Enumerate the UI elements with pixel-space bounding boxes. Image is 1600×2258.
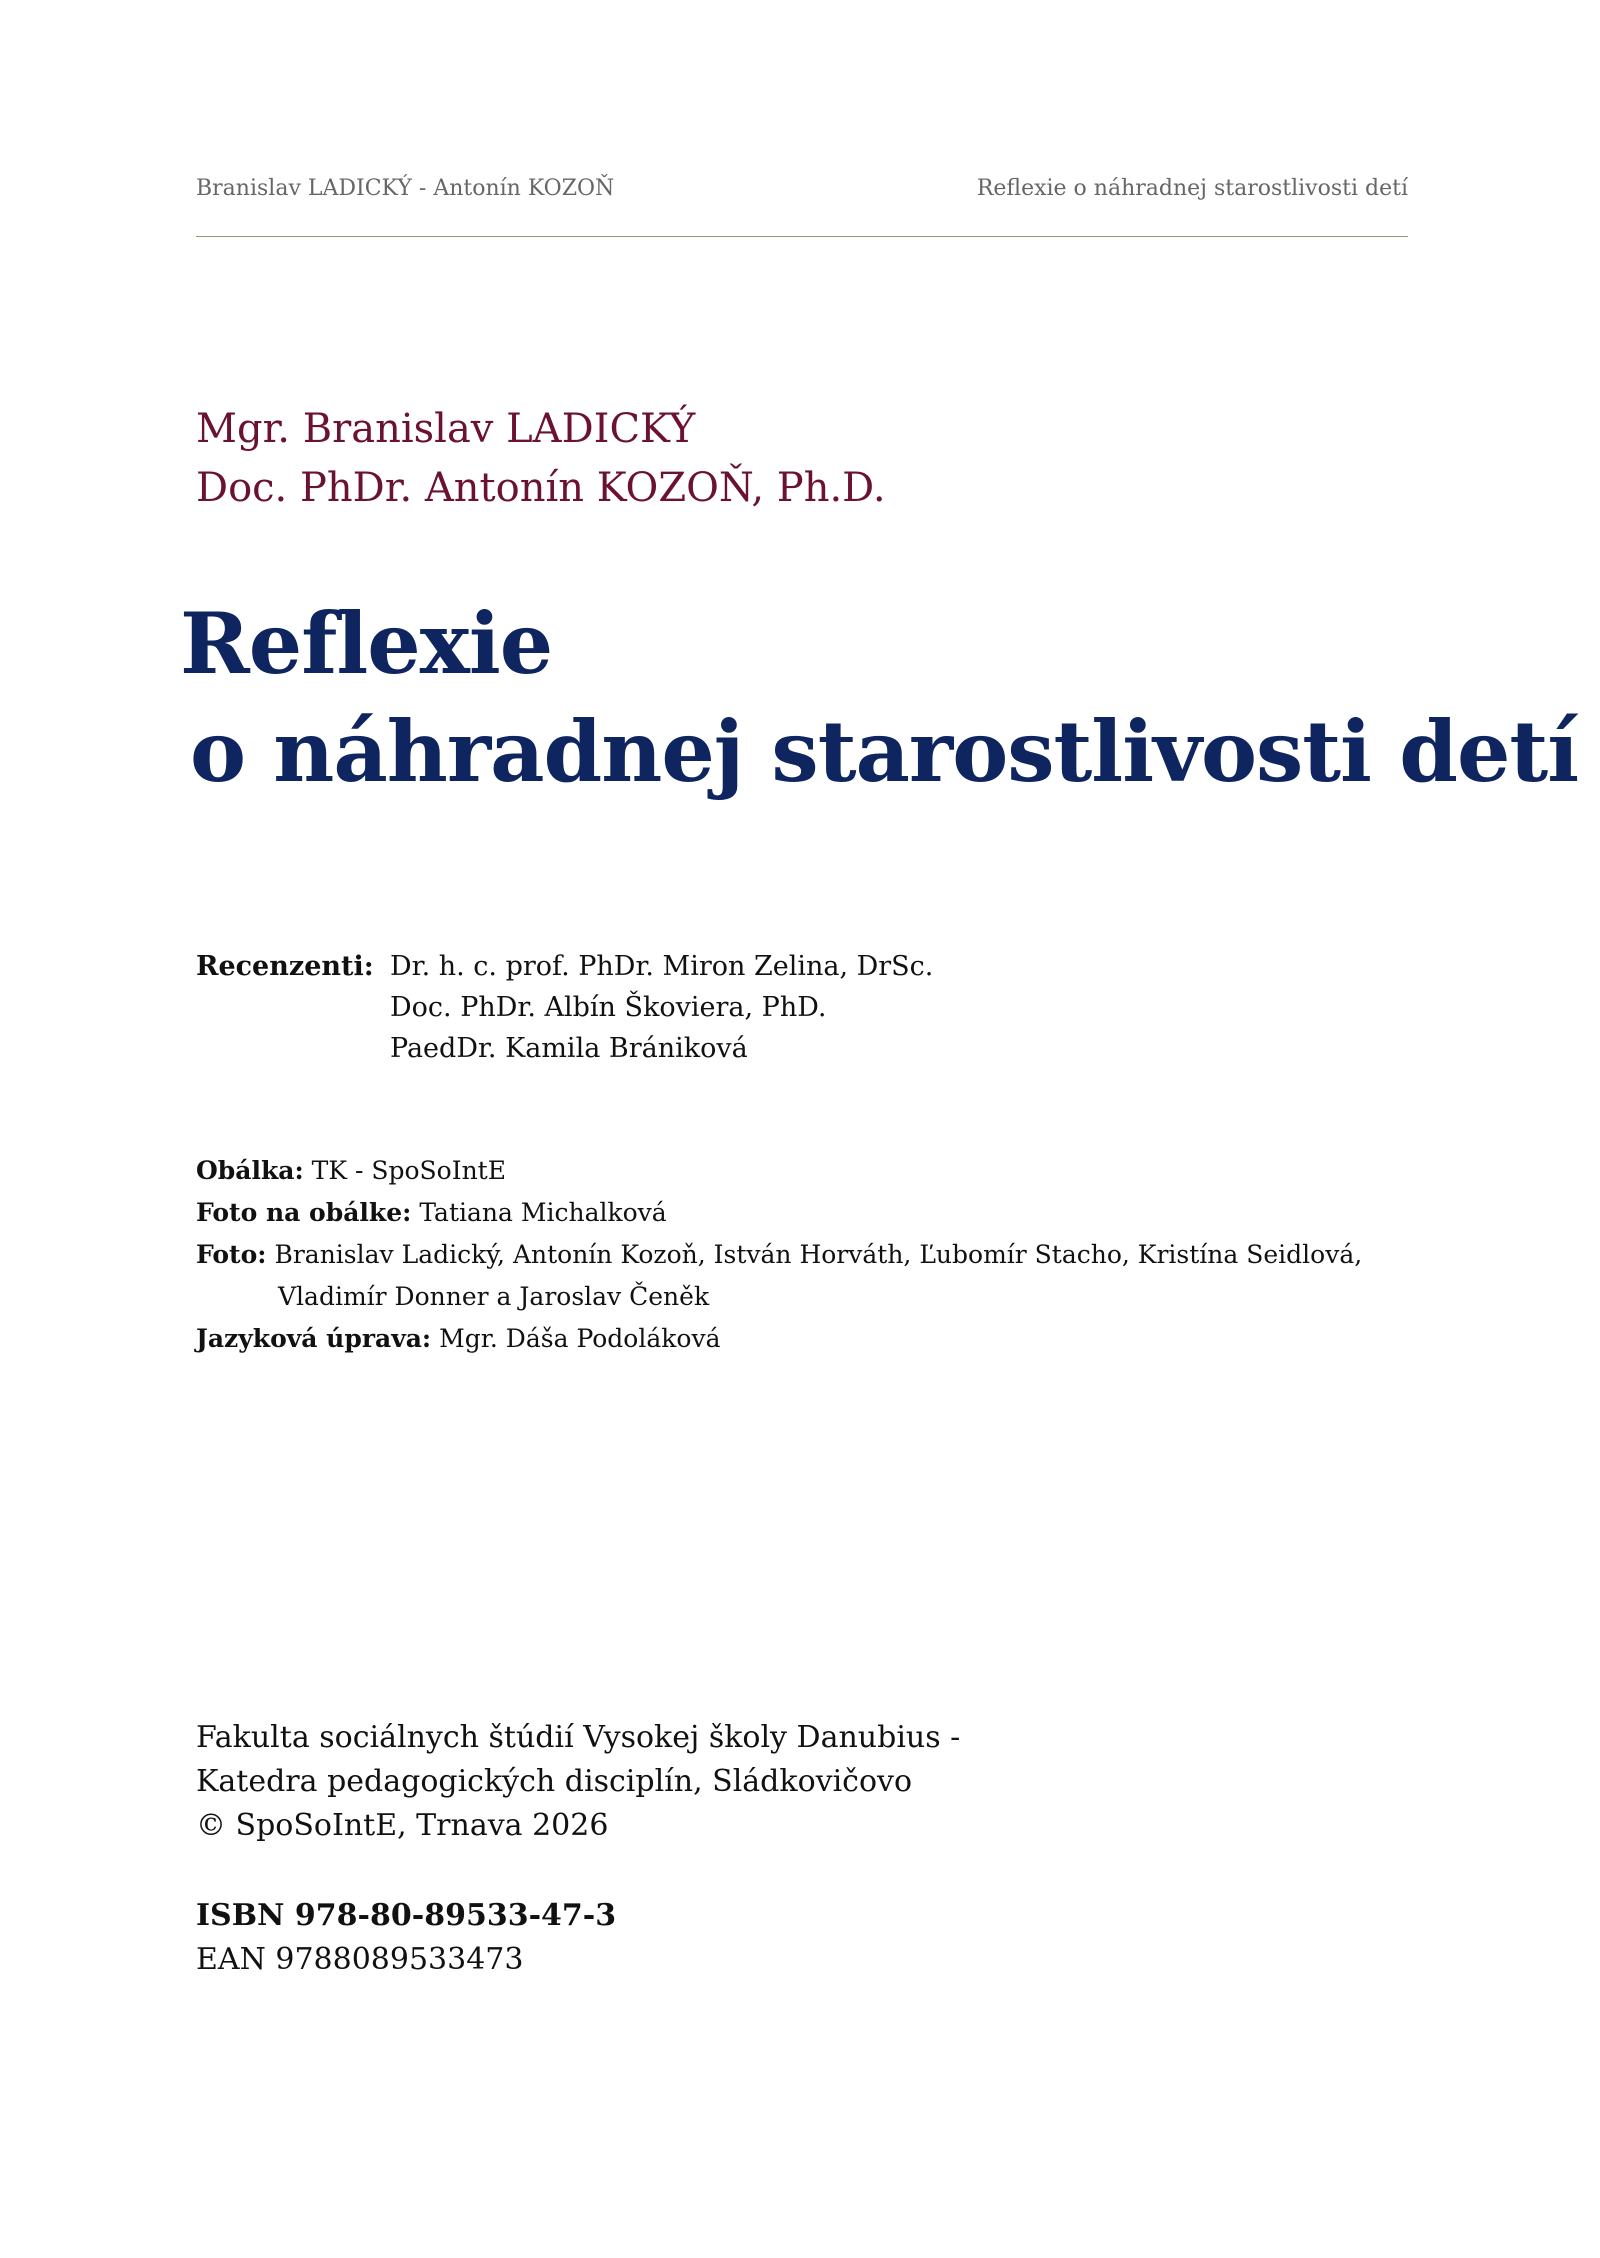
credits-block (196, 1150, 1426, 1360)
reviewers-label: Recenzenti: (196, 951, 374, 982)
photo-value-line-1: Branislav Ladický, Antonín Kozoň, István Horváth, Ľubomír Stacho, Kristína Seidlová, (274, 1240, 1363, 1269)
photo-label: Foto: (196, 1240, 267, 1269)
header-book-title: Reflexie o náhradnej starostlivosti detí (976, 176, 1408, 201)
isbn: ISBN 978-80-89533-47-3 (196, 1898, 617, 1933)
cover-label: Obálka: (196, 1156, 304, 1185)
running-header (196, 176, 1408, 212)
ean: EAN 9788089533473 (196, 1942, 524, 1977)
language-credit (196, 1318, 1426, 1360)
reviewer-1: Dr. h. c. prof. PhDr. Miron Zelina, DrSc. (390, 951, 934, 982)
copyright-line: © SpoSoIntE, Trnava 2026 (196, 1808, 609, 1843)
authors-block (196, 400, 886, 518)
title-line-1: Reflexie (180, 594, 553, 693)
cover-photo-label: Foto na obálke: (196, 1198, 412, 1227)
isbn-block (196, 1894, 616, 1982)
publisher-line-1: Fakulta sociálnych štúdií Vysokej školy Danubius - (196, 1720, 961, 1755)
book-title (180, 590, 1578, 806)
photo-credit (196, 1234, 1426, 1276)
publisher-block (196, 1716, 960, 1848)
publisher-line-2: Katedra pedagogických disciplín, Sládkovičovo (196, 1764, 913, 1799)
cover-value: TK - SpoSoIntE (311, 1156, 506, 1185)
language-value: Mgr. Dáša Podoláková (439, 1324, 721, 1353)
photo-value-line-2: Vladimír Donner a Jaroslav Čeněk (278, 1282, 710, 1311)
header-divider (196, 236, 1408, 237)
author-2: Doc. PhDr. Antonín KOZOŇ, Ph.D. (196, 465, 886, 511)
reviewers-list (390, 946, 933, 1069)
reviewer-2: Doc. PhDr. Albín Škoviera, PhD. (390, 992, 827, 1023)
cover-photo-credit (196, 1192, 1426, 1234)
author-1: Mgr. Branislav LADICKÝ (196, 406, 696, 452)
reviewer-3: PaedDr. Kamila Brániková (390, 1033, 748, 1064)
cover-photo-value: Tatiana Michalková (419, 1198, 667, 1227)
header-authors: Branislav LADICKÝ - Antonín KOZOŇ (196, 176, 615, 201)
language-label: Jazyková úprava: (196, 1324, 432, 1353)
title-line-2: o náhradnej starostlivosti detí (190, 702, 1579, 801)
cover-credit (196, 1150, 1426, 1192)
